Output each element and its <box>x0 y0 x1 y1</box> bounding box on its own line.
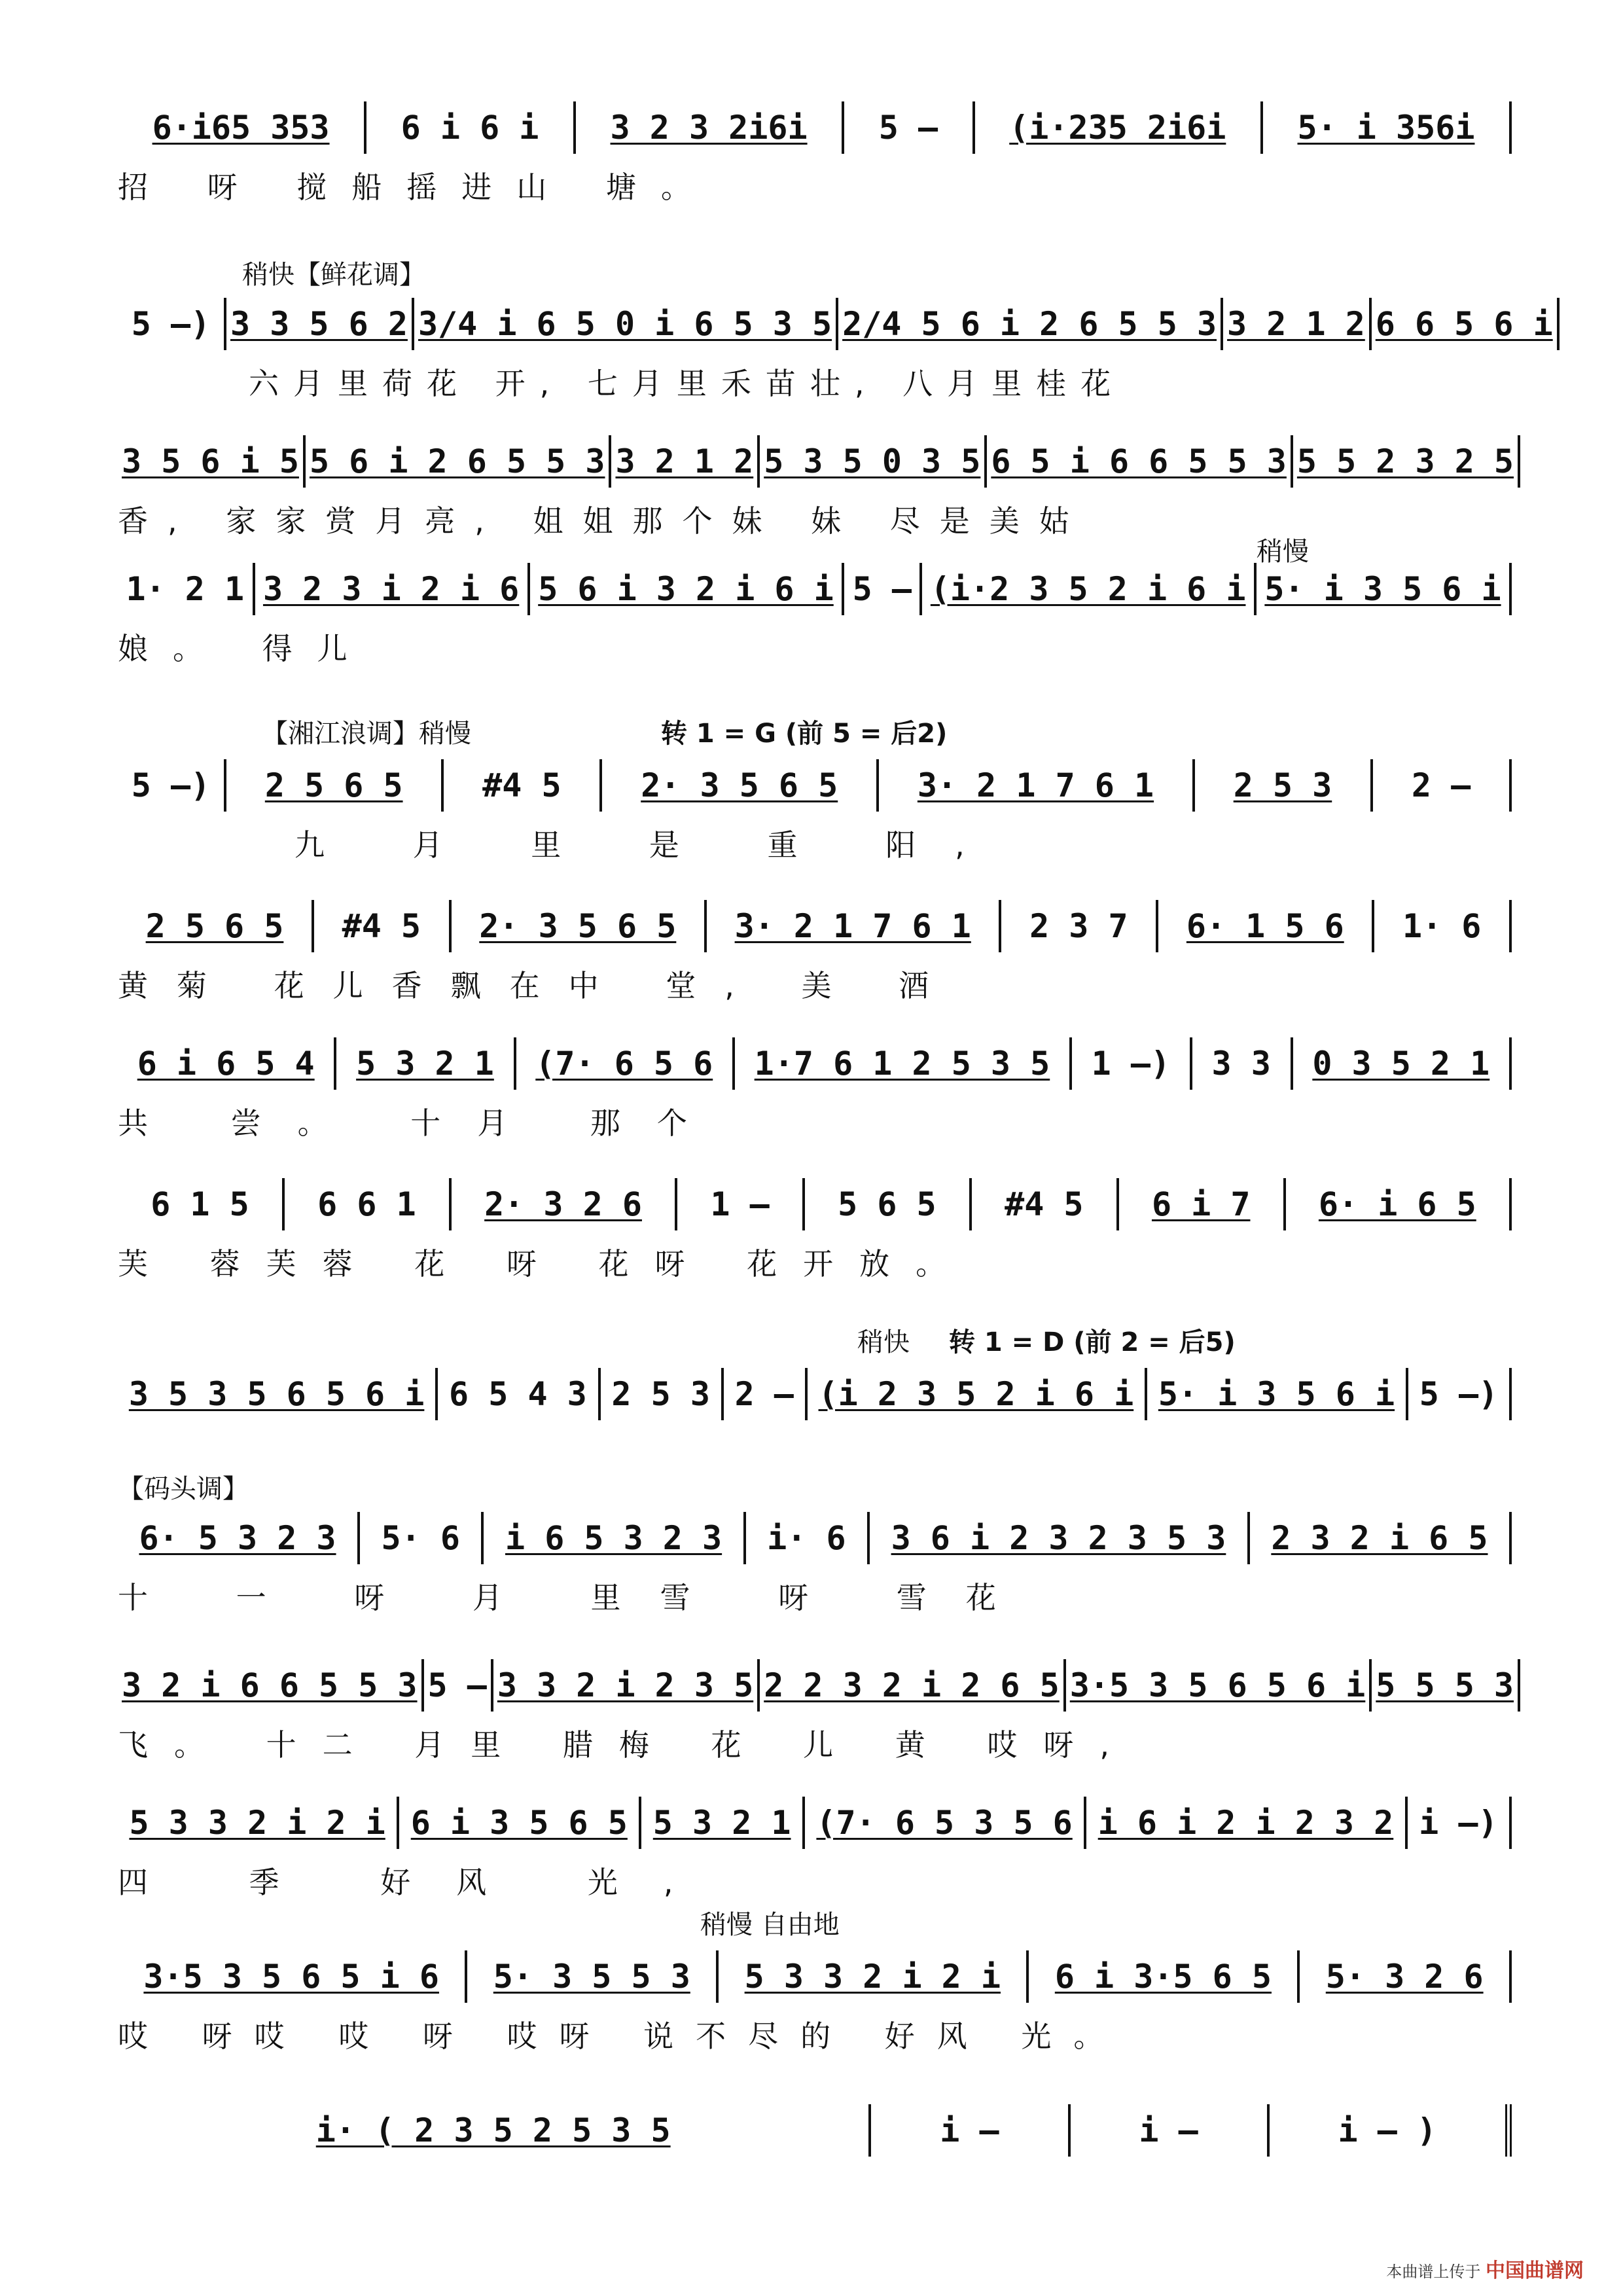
measure: 3· 2 1 7 6 1 <box>879 759 1195 812</box>
note-line <box>118 749 1512 821</box>
measure: 2 – <box>1373 759 1512 812</box>
measure: 2 5 3 <box>1195 759 1373 812</box>
measure: 5 3 3 2 i 2 i <box>118 1797 399 1849</box>
measure: 3 3 5 6 2 <box>226 298 414 350</box>
note-line <box>118 1941 1512 2013</box>
measure: 1· 2 1 <box>118 563 255 615</box>
measure: 5 5 5 3 <box>1372 1659 1520 1712</box>
measure: i· ( 2 3 5 2 5 3 5 <box>118 2104 871 2157</box>
measure: #4 5 <box>314 900 452 952</box>
measure: 5 3 2 1 <box>641 1797 805 1849</box>
score-system <box>118 1787 1512 1905</box>
measure: 2 5 6 5 <box>118 900 314 952</box>
measure: 5 – <box>424 1659 493 1712</box>
note-line <box>118 1358 1512 1430</box>
measure: 3 2 i 6 6 5 5 3 <box>118 1659 424 1712</box>
measure: 0 3 5 2 1 <box>1293 1037 1512 1090</box>
score-system <box>118 1474 1512 1620</box>
note-line <box>118 890 1512 962</box>
measure: 6 1 5 <box>118 1178 285 1230</box>
tempo-marking: 稍慢 <box>1257 537 1309 567</box>
note-line <box>118 1028 1512 1100</box>
score-system <box>118 1028 1512 1145</box>
measure: 5· i 3 5 6 i <box>1147 1368 1408 1420</box>
measure: 2 2 3 2 i 2 6 5 <box>760 1659 1066 1712</box>
measure: 5 6 5 <box>805 1178 972 1230</box>
measure: (7· 6 5 3 5 6 <box>805 1797 1086 1849</box>
measure: 5· 3 5 5 3 <box>467 1950 719 2003</box>
measure: 2 5 3 <box>601 1368 724 1420</box>
note-line <box>118 288 1553 360</box>
note-line <box>118 1649 1512 1721</box>
lyric-line: 招 呀 搅船摇进山 塘。 <box>118 170 716 205</box>
measure: 6 6 5 6 i <box>1372 298 1560 350</box>
measure: 5 –) <box>118 759 226 812</box>
measure: 5 6 i 2 6 5 5 3 <box>306 435 612 488</box>
measure: 5 5 2 3 2 5 <box>1293 435 1520 488</box>
measure: 5 – <box>844 563 922 615</box>
measure: 5· 6 <box>360 1512 484 1564</box>
upload-footer <box>1386 2254 1584 2283</box>
score-system <box>118 2094 1512 2166</box>
score-system <box>118 890 1512 1008</box>
measure: 3·5 3 5 6 5 6 i <box>1066 1659 1372 1712</box>
measure: 3 2 1 2 <box>1223 298 1372 350</box>
score-system <box>118 1327 1512 1476</box>
measure: 6 i 6 5 4 <box>118 1037 336 1090</box>
note-line <box>118 425 1512 497</box>
measure: 3 5 6 i 5 <box>118 435 306 488</box>
measure: 2· 3 2 6 <box>452 1178 677 1230</box>
measure: 5· i 356i <box>1263 101 1512 154</box>
final-measure: i – ) <box>1270 2104 1512 2157</box>
measure: 6· 1 5 6 <box>1158 900 1374 952</box>
measure: #4 5 <box>972 1178 1119 1230</box>
measure: i 6 i 2 i 2 3 2 <box>1086 1797 1407 1849</box>
score-system <box>118 92 1512 209</box>
measure: 2 3 7 <box>1001 900 1158 952</box>
tempo-marking: 稍慢 自由地 <box>700 1910 840 1940</box>
measure: (i·235 2i6i <box>975 101 1263 154</box>
lyric-line: 芙 蓉芙蓉 花 呀 花呀 花开放。 <box>118 1246 972 1282</box>
measure: 6 i 7 <box>1119 1178 1286 1230</box>
measure: (i·2 3 5 2 i 6 i <box>922 563 1257 615</box>
measure: 5 –) <box>1408 1368 1512 1420</box>
lyric-line: 十 一 呀 月 里雪 呀 雪花 <box>118 1580 1035 1615</box>
measure: 2 – <box>724 1368 808 1420</box>
note-line <box>118 92 1512 164</box>
score-system <box>118 537 1512 671</box>
score-system <box>118 260 1553 406</box>
measure: (i 2 3 5 2 i 6 i <box>808 1368 1147 1420</box>
measure: #4 5 <box>444 759 602 812</box>
measure: 5 3 5 0 3 5 <box>760 435 987 488</box>
measure: 2· 3 5 6 5 <box>452 900 707 952</box>
lyric-line: 六月里荷花 开, 七月里禾苗壮, 八月里桂花 <box>249 366 1126 401</box>
measure: 6 i 3·5 6 5 <box>1029 1950 1300 2003</box>
measure: 6 5 4 3 <box>438 1368 600 1420</box>
lyric-line: 共 尝。 十月 那个 <box>118 1105 724 1141</box>
measure: 5· i 3 5 6 i <box>1257 563 1512 615</box>
lyric-line: 四 季 好风 光, <box>118 1865 719 1900</box>
measure: 3 6 i 2 3 2 3 5 3 <box>870 1512 1250 1564</box>
score-system <box>118 1168 1512 1286</box>
measure: 6 6 1 <box>285 1178 452 1230</box>
tempo-marking: 稍快【鲜花调】 <box>242 260 425 290</box>
measure: i· 6 <box>746 1512 870 1564</box>
lyric-line <box>118 1430 1512 1476</box>
note-line <box>118 1502 1512 1574</box>
measure: 5 – <box>844 101 974 154</box>
lyric-line: 香, 家家赏月亮, 姐姐那个妹 妹 尽是美姑 <box>118 503 1089 539</box>
measure: 3 2 3 2i6i <box>576 101 844 154</box>
measure: 2 5 6 5 <box>226 759 444 812</box>
measure: 6 i 3 5 6 5 <box>399 1797 641 1849</box>
measure: 5 3 3 2 i 2 i <box>719 1950 1029 2003</box>
tune-label: 【码头调】 <box>118 1474 249 1504</box>
measure: 1· 6 <box>1374 900 1512 952</box>
footer-text: 本曲谱上传于 <box>1386 2263 1481 2281</box>
note-line <box>118 553 1512 625</box>
measure: i – <box>871 2104 1070 2157</box>
measure: 3 2 3 i 2 i 6 <box>255 563 530 615</box>
measure: 2 3 2 i 6 5 <box>1250 1512 1512 1564</box>
measure: 6 i 6 i <box>366 101 576 154</box>
key-change: 转 1 = D (前 2 = 后5) <box>949 1327 1236 1357</box>
measure: 3· 2 1 7 6 1 <box>707 900 1002 952</box>
measure: 2/4 5 6 i 2 6 5 5 3 <box>838 298 1223 350</box>
measure: 6 5 i 6 6 5 5 3 <box>987 435 1293 488</box>
note-line <box>118 2094 1512 2166</box>
tempo-marking: 【湘江浪调】稍慢 <box>262 719 471 749</box>
lyric-line: 九 月 里 是 重 阳, <box>294 827 1004 863</box>
measure: i – <box>1071 2104 1270 2157</box>
score-system <box>118 1649 1512 1767</box>
lyric-line: 飞。 十二 月里 腊梅 花 儿 黄 哎呀, <box>118 1727 1135 1763</box>
note-line <box>118 1168 1512 1240</box>
measure: 3 2 1 2 <box>611 435 760 488</box>
score-system <box>118 1910 1512 2058</box>
score-system <box>118 719 1512 867</box>
tempo-marking: 稍快 <box>857 1327 910 1357</box>
key-change: 转 1 = G (前 5 = 后2) <box>661 719 948 749</box>
measure: 6· i 6 5 <box>1286 1178 1512 1230</box>
measure: i 6 5 3 2 3 <box>484 1512 745 1564</box>
measure: 3 5 3 5 6 5 6 i <box>118 1368 438 1420</box>
measure: 5· 3 2 6 <box>1300 1950 1512 2003</box>
lyric-line: 娘。 得儿 <box>118 631 372 666</box>
measure: 2· 3 5 6 5 <box>602 759 879 812</box>
measure: 3·5 3 5 6 5 i 6 <box>118 1950 467 2003</box>
measure: 1 –) <box>1072 1037 1192 1090</box>
measure: i –) <box>1408 1797 1512 1849</box>
measure: 5 –) <box>118 298 226 350</box>
site-logo: 中国曲谱网 <box>1486 2259 1584 2282</box>
measure: 6· 5 3 2 3 <box>118 1512 360 1564</box>
measure: 3/4 i 6 5 0 i 6 5 3 5 <box>414 298 838 350</box>
note-line <box>118 1787 1512 1859</box>
measure: 1 – <box>677 1178 805 1230</box>
measure: 1·7 6 1 2 5 3 5 <box>735 1037 1072 1090</box>
measure: (7· 6 5 6 <box>516 1037 735 1090</box>
lyric-line: 黄菊 花儿香飘在中 堂, 美 酒 <box>118 968 958 1003</box>
measure: 3 3 2 i 2 3 5 <box>493 1659 760 1712</box>
measure: 3 3 <box>1192 1037 1293 1090</box>
lyric-line: 哎 呀哎 哎 呀 哎呀 说不尽的 好风 光。 <box>118 2018 1126 2054</box>
measure: 5 6 i 3 2 i 6 i <box>530 563 844 615</box>
measure: 6·i65 353 <box>118 101 366 154</box>
measure: 5 3 2 1 <box>336 1037 516 1090</box>
score-system <box>118 425 1512 543</box>
